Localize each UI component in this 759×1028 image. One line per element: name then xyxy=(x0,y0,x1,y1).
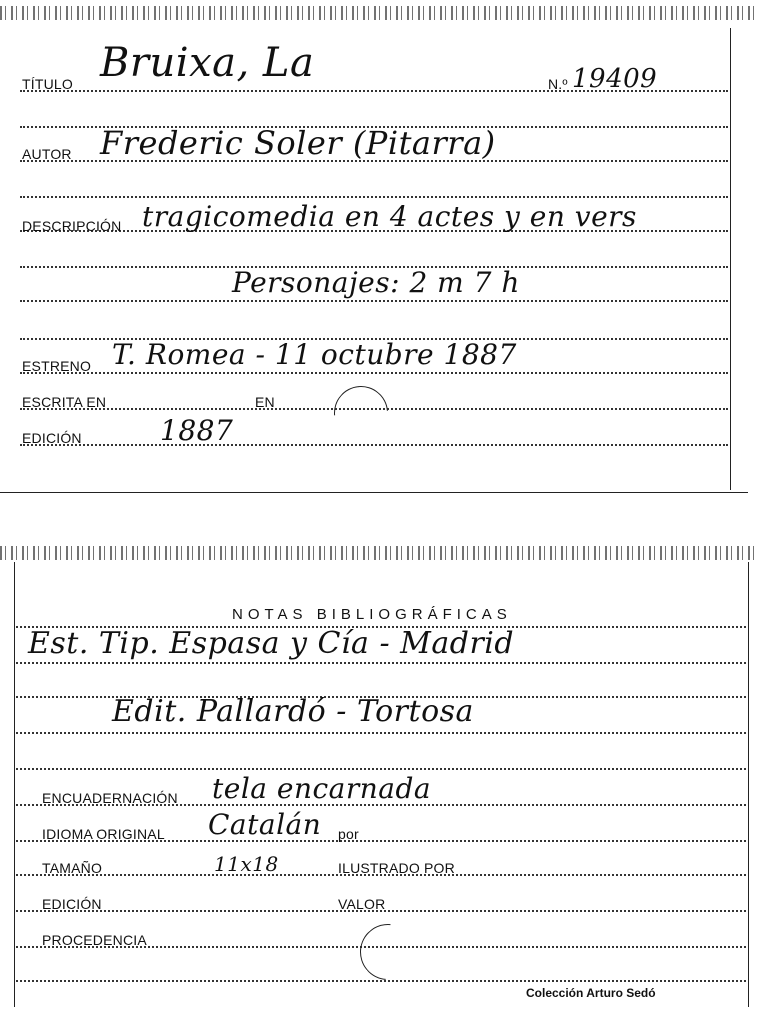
rule-line xyxy=(16,768,746,770)
tamano-label: TAMAÑO xyxy=(42,860,103,876)
titulo-label: TÍTULO xyxy=(22,76,73,92)
rule-line xyxy=(16,980,746,982)
valor-label: VALOR xyxy=(338,896,386,912)
escrita-en-label: ESCRITA EN xyxy=(22,394,107,410)
ilustrado-label: ILUSTRADO POR xyxy=(338,860,455,876)
card-right-border xyxy=(730,28,731,490)
estreno-label: ESTRENO xyxy=(22,358,92,374)
rule-line xyxy=(20,300,728,302)
scan-noise-bottom xyxy=(0,546,759,560)
estreno-value: T. Romea - 11 octubre 1887 xyxy=(112,338,517,371)
numero-value: 19409 xyxy=(572,64,658,94)
catalog-card-top xyxy=(0,0,759,495)
titulo-value: Bruixa, La xyxy=(100,40,315,86)
procedencia-label: PROCEDENCIA xyxy=(42,932,147,948)
note-line-1: Est. Tip. Espasa y Cía - Madrid xyxy=(28,626,515,661)
collection-credit: Colección Arturo Sedó xyxy=(526,986,656,1000)
rule-line xyxy=(16,662,746,664)
autor-value: Frederic Soler (Pitarra) xyxy=(100,124,496,162)
descripcion-line2: Personajes: 2 m 7 h xyxy=(232,266,520,299)
por-label: por xyxy=(338,826,359,842)
rule-line xyxy=(20,444,728,446)
rule-line xyxy=(20,196,728,198)
edicion-value: 1887 xyxy=(160,414,234,447)
card-right-border xyxy=(748,562,749,1007)
card-left-border xyxy=(14,562,15,1007)
edicion-label-bottom: EDICIÓN xyxy=(42,896,102,912)
numero-label: N.º xyxy=(548,76,568,92)
idioma-value: Catalán xyxy=(208,808,322,841)
catalog-card-bottom xyxy=(0,540,759,1028)
edicion-label: EDICIÓN xyxy=(22,430,82,446)
descripcion-label: DESCRIPCIÓN xyxy=(22,218,122,234)
tamano-value: 11x18 xyxy=(214,852,279,876)
descripcion-line1: tragicomedia en 4 actes y en vers xyxy=(142,200,637,233)
en-label: EN xyxy=(255,394,275,410)
rule-line xyxy=(20,372,728,374)
encuadernacion-value: tela encarnada xyxy=(212,772,432,805)
scan-noise-top xyxy=(0,6,759,20)
card-bottom-border xyxy=(0,492,748,493)
stamp-arc xyxy=(323,375,399,451)
note-line-2: Edit. Pallardó - Tortosa xyxy=(112,694,474,729)
rule-line xyxy=(16,732,746,734)
autor-label: AUTOR xyxy=(22,146,72,162)
notes-heading: NOTAS BIBLIOGRÁFICAS xyxy=(232,606,512,623)
idioma-label: IDIOMA ORIGINAL xyxy=(42,826,165,842)
encuadernacion-label: ENCUADERNACIÓN xyxy=(42,790,178,806)
